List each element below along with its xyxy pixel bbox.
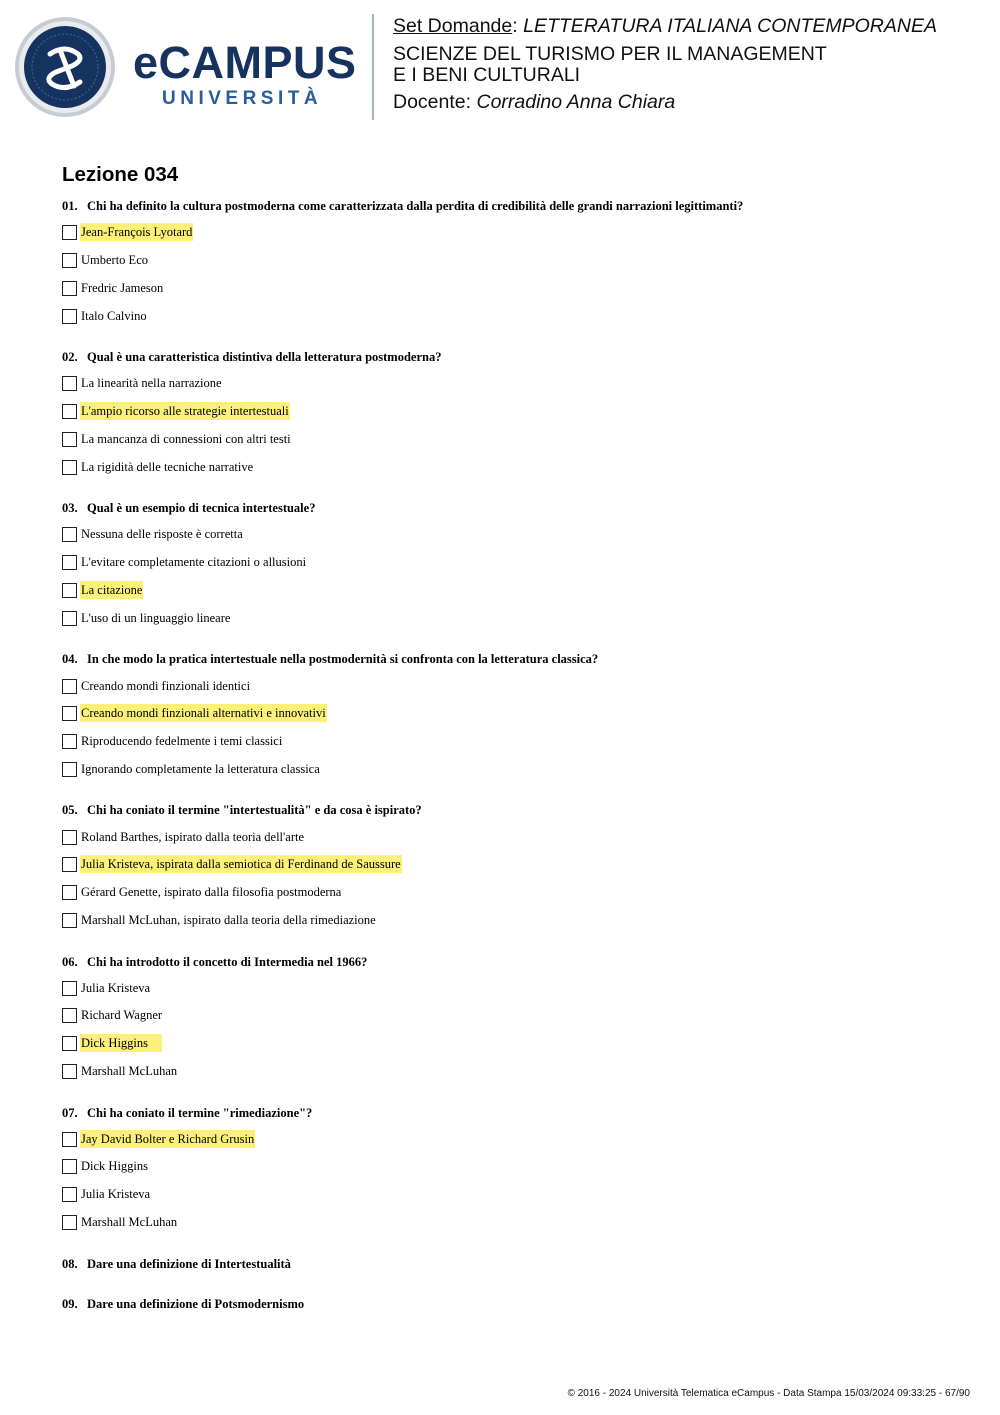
answer-checkbox[interactable]	[62, 1132, 77, 1147]
answer-option-text: Creando mondi finzionali alternativi e innovativi	[81, 706, 326, 720]
answer-option-text: Dick Higgins	[80, 1034, 162, 1052]
answer-option-text: Dick Higgins	[81, 1159, 149, 1173]
answer-option-text: Fredric Jameson	[81, 281, 164, 295]
question-title: 05. Chi ha coniato il termine "intertestualità" e da cosa è ispirato?	[62, 803, 422, 817]
answer-checkbox[interactable]	[62, 253, 77, 268]
answer-option-text: Umberto Eco	[81, 253, 148, 267]
teacher-line	[393, 91, 675, 113]
course-title-line1: LETTERATURA ITALIANA CONTEMPORANEA	[523, 15, 937, 37]
answer-checkbox[interactable]	[62, 830, 77, 845]
answer-option-text: Ignorando completamente la letteratura classica	[81, 762, 320, 776]
header-divider	[372, 14, 374, 120]
logo-subtext: UNIVERSITÀ	[162, 88, 323, 109]
answer-option-text: Gérard Genette, ispirato dalla filosofia postmoderna	[81, 885, 342, 899]
answer-option-text: Italo Calvino	[81, 309, 147, 323]
answer-checkbox[interactable]	[62, 1215, 77, 1230]
answer-checkbox[interactable]	[62, 555, 77, 570]
answer-option-text: Creando mondi finzionali identici	[81, 679, 251, 693]
answer-checkbox[interactable]	[62, 1036, 77, 1051]
answer-checkbox[interactable]	[62, 225, 77, 240]
answer-checkbox[interactable]	[62, 527, 77, 542]
answer-option-text: Jean-François Lyotard	[81, 225, 193, 239]
teacher-label: Docente:	[393, 91, 472, 113]
answer-option-text: La mancanza di connessioni con altri testi	[81, 432, 291, 446]
answer-option-text: Roland Barthes, ispirato dalla teoria dell'arte	[81, 830, 305, 844]
answer-option-text: Marshall McLuhan	[81, 1064, 178, 1078]
answer-checkbox[interactable]	[62, 281, 77, 296]
answer-checkbox[interactable]	[62, 460, 77, 475]
teacher-name: Corradino Anna Chiara	[476, 91, 676, 113]
answer-option-text: L'evitare completamente citazioni o allusioni	[81, 555, 307, 569]
question-title: 08. Dare una definizione di Intertestualità	[62, 1257, 291, 1271]
answer-checkbox[interactable]	[62, 404, 77, 419]
question-title: 01. Chi ha definito la cultura postmoderna come caratterizzata dalla perdita di credibilità delle grandi narrazioni legittimanti?	[62, 199, 744, 213]
answer-option-text: La rigidità delle tecniche narrative	[81, 460, 254, 474]
page-footer: © 2016 - 2024 Università Telematica eCampus - Data Stampa 15/03/2024 09:33:25 - 67/90	[567, 1388, 970, 1399]
answer-checkbox[interactable]	[62, 981, 77, 996]
lesson-title: Lezione 034	[62, 163, 179, 186]
answer-option-text: Julia Kristeva	[81, 981, 151, 995]
question-title: 02. Qual è una caratteristica distintiva della letteratura postmoderna?	[62, 350, 442, 364]
logo-wordmark: eCAMPUS	[133, 37, 357, 88]
answer-checkbox[interactable]	[62, 706, 77, 721]
answer-checkbox[interactable]	[62, 1159, 77, 1174]
answer-option-text: Marshall McLuhan, ispirato dalla teoria della rimediazione	[81, 913, 376, 927]
answer-option-text: La linearità nella narrazione	[81, 376, 222, 390]
answer-option-text: Marshall McLuhan	[81, 1215, 178, 1229]
answer-checkbox[interactable]	[62, 611, 77, 626]
course-title-line2: SCIENZE DEL TURISMO PER IL MANAGEMENT	[393, 43, 827, 65]
answer-checkbox[interactable]	[62, 913, 77, 928]
answer-option-text: La citazione	[81, 583, 143, 597]
question-title: 04. In che modo la pratica intertestuale nella postmodernità si confronta con la letteratura classica?	[62, 652, 599, 666]
course-title-line3: E I BENI CULTURALI	[393, 64, 581, 86]
answer-checkbox[interactable]	[62, 857, 77, 872]
ecampus-logo-icon	[14, 16, 116, 118]
answer-checkbox[interactable]	[62, 1064, 77, 1079]
answer-checkbox[interactable]	[62, 762, 77, 777]
question-title: 09. Dare una definizione di Potsmodernismo	[62, 1297, 305, 1311]
answer-checkbox[interactable]	[62, 309, 77, 324]
answer-option-text: Richard Wagner	[81, 1008, 163, 1022]
answer-checkbox[interactable]	[62, 1187, 77, 1202]
set-label: Set Domande	[393, 15, 513, 37]
answer-option-text: L'uso di un linguaggio lineare	[81, 611, 231, 625]
answer-option-text: Nessuna delle risposte è corretta	[81, 527, 243, 541]
answer-checkbox[interactable]	[62, 885, 77, 900]
answer-option-text: L'ampio ricorso alle strategie intertestuali	[81, 404, 289, 418]
page-header	[0, 0, 1000, 140]
answer-checkbox[interactable]	[62, 583, 77, 598]
answer-checkbox[interactable]	[62, 376, 77, 391]
answer-option-text: Julia Kristeva, ispirata dalla semiotica di Ferdinand de Saussure	[81, 857, 401, 871]
answer-checkbox[interactable]	[62, 734, 77, 749]
question-title: 03. Qual è un esempio di tecnica intertestuale?	[62, 501, 316, 515]
answer-option-text: Julia Kristeva	[81, 1187, 151, 1201]
course-set-line: Set Domande: LETTERATURA ITALIANA CONTEMPORANEA	[393, 15, 937, 37]
answer-checkbox[interactable]	[62, 432, 77, 447]
question-title: 07. Chi ha coniato il termine "rimediazione"?	[62, 1106, 313, 1120]
answer-checkbox[interactable]	[62, 1008, 77, 1023]
answer-option-text: Riproducendo fedelmente i temi classici	[81, 734, 283, 748]
answer-checkbox[interactable]	[62, 679, 77, 694]
answer-option-text: Jay David Bolter e Richard Grusin	[81, 1132, 255, 1146]
question-title: 06. Chi ha introdotto il concetto di Intermedia nel 1966?	[62, 955, 368, 969]
